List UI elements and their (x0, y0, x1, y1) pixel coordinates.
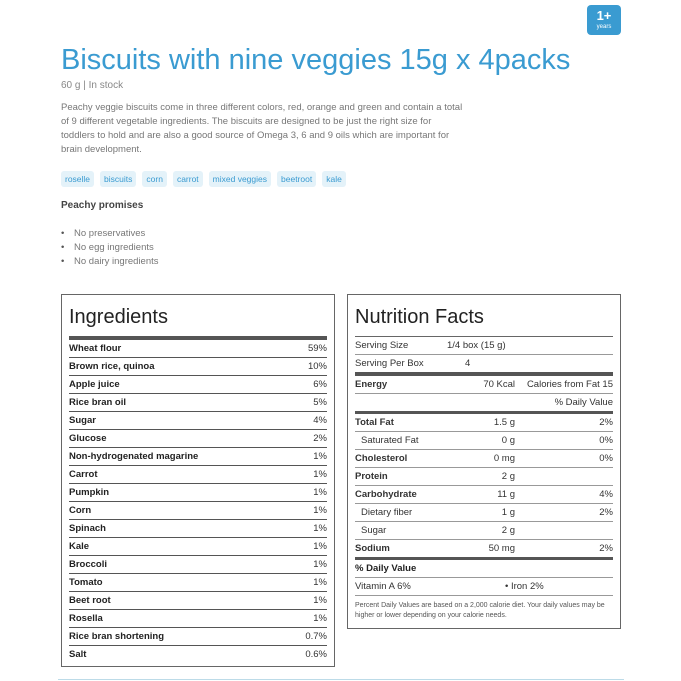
bottom-divider (58, 679, 624, 680)
nutrient-row (355, 504, 613, 522)
nutrient-name: Cholesterol (355, 453, 408, 464)
nutrient-amount: 11 g (497, 489, 515, 500)
ingredient-name: Beet root (69, 595, 111, 606)
promise-text: No dairy ingredients (74, 256, 159, 267)
ingredient-name: Wheat flour (69, 343, 122, 354)
product-title: Biscuits with nine veggies 15g x 4packs (61, 44, 571, 76)
nutrient-name: Sodium (355, 543, 390, 554)
nutrient-row (355, 432, 613, 450)
age-badge-unit: years (596, 24, 612, 30)
vitamin-a: Vitamin A 6% (355, 581, 411, 592)
ingredient-row (69, 448, 327, 466)
ingredient-name: Carrot (69, 469, 98, 480)
iron: • Iron 2% (505, 581, 544, 592)
ingredient-pct: 1% (313, 559, 327, 570)
ingredient-row (69, 340, 327, 358)
nutrient-amount: 2 g (501, 525, 515, 536)
ingredient-name: Glucose (69, 433, 107, 444)
ingredient-pct: 5% (313, 397, 327, 408)
ingredient-name: Sugar (69, 415, 96, 426)
nutrient-row (355, 468, 613, 486)
ingredient-row (69, 358, 327, 376)
ingredient-pct: 1% (313, 469, 327, 480)
ingredient-pct: 1% (313, 505, 327, 516)
ingredient-row (69, 412, 327, 430)
energy-label: Energy (355, 379, 388, 390)
product-meta: 60 g | In stock (61, 80, 124, 91)
tag-roselle[interactable]: roselle (61, 171, 94, 187)
ingredient-name: Salt (69, 649, 87, 660)
ingredient-pct: 1% (313, 613, 327, 624)
ingredient-name: Rice bran shortening (69, 631, 165, 642)
bullet-icon: • (61, 228, 65, 239)
ingredient-pct: 2% (313, 433, 327, 444)
ingredient-pct: 0.6% (305, 649, 327, 660)
nutrient-dv: 2% (599, 417, 613, 428)
energy-value: 70 Kcal (483, 379, 515, 390)
daily-value-section-title: % Daily Value (355, 560, 613, 578)
ingredient-name: Corn (69, 505, 92, 516)
ingredient-pct: 0.7% (305, 631, 327, 642)
promise-text: No egg ingredients (74, 242, 154, 253)
nutrient-name: Protein (355, 471, 388, 482)
list-item (61, 255, 159, 269)
tag-mixed-veggies[interactable]: mixed veggies (209, 171, 271, 187)
ingredient-row (69, 574, 327, 592)
ingredient-pct: 59% (307, 343, 327, 354)
nutrition-title: Nutrition Facts (355, 306, 484, 328)
tag-corn[interactable]: corn (142, 171, 167, 187)
ingredient-name: Non-hydrogenated magarine (69, 451, 199, 462)
ingredient-name: Apple juice (69, 379, 120, 390)
nutrient-name: Dietary fiber (361, 507, 413, 518)
ingredient-pct: 1% (313, 595, 327, 606)
tag-kale[interactable]: kale (322, 171, 346, 187)
nutrition-facts-panel (347, 294, 621, 629)
ingredient-pct: 4% (313, 415, 327, 426)
ingredient-row (69, 466, 327, 484)
nutrient-dv: 4% (599, 489, 613, 500)
ingredient-row (69, 646, 327, 663)
list-item (61, 227, 159, 241)
ingredient-row (69, 430, 327, 448)
tag-beetroot[interactable]: beetroot (277, 171, 316, 187)
nutrient-name: Sugar (361, 525, 387, 536)
nutrient-row (355, 414, 613, 432)
ingredient-row (69, 610, 327, 628)
nutrient-amount: 1 g (501, 507, 515, 518)
nutrient-name: Saturated Fat (361, 435, 419, 446)
promises-heading: Peachy promises (61, 200, 144, 211)
serving-per-box-label: Serving Per Box (355, 358, 424, 369)
nutrient-dv: 2% (599, 543, 613, 554)
nutrient-row (355, 486, 613, 504)
ingredient-pct: 1% (313, 523, 327, 534)
serving-per-box-value: 4 (465, 358, 471, 369)
nutrient-dv (515, 522, 613, 539)
ingredients-panel (61, 294, 335, 667)
serving-size-row (355, 337, 613, 355)
nutrient-dv: 0% (599, 453, 613, 464)
ingredient-row (69, 556, 327, 574)
nutrient-row (355, 450, 613, 468)
ingredient-name: Rice bran oil (69, 397, 127, 408)
ingredient-name: Tomato (69, 577, 103, 588)
ingredient-name: Broccoli (69, 559, 108, 570)
ingredient-pct: 10% (307, 361, 327, 372)
tag-carrot[interactable]: carrot (173, 171, 203, 187)
bullet-icon: • (61, 256, 65, 267)
ingredient-row (69, 520, 327, 538)
ingredient-name: Pumpkin (69, 487, 110, 498)
ingredient-row (69, 502, 327, 520)
vitamin-row (355, 578, 613, 596)
daily-value-header-row (355, 394, 613, 414)
ingredient-name: Rosella (69, 613, 103, 624)
promise-text: No preservatives (74, 228, 146, 239)
serving-per-box-row (355, 355, 613, 376)
ingredient-name: Brown rice, quinoa (69, 361, 155, 372)
energy-row (355, 376, 613, 394)
ingredient-row (69, 484, 327, 502)
product-description: Peachy veggie biscuits come in three different colors, red, orange and green and contain a total of 9 different vegetable ingredients. The biscuits are designed to be just the right size for toddlers to hold and are also a good source of Omega 3, 6 and 9 oils which are important for brain development. (61, 102, 463, 155)
ingredient-name: Spinach (69, 523, 106, 534)
calories-from-fat: Calories from Fat 15 (526, 379, 613, 390)
nutrition-footnote: Percent Daily Values are based on a 2,000 calorie diet. Your daily values may be higher or lower depending on your calorie needs. (355, 602, 605, 619)
ingredient-row (69, 376, 327, 394)
tag-biscuits[interactable]: biscuits (100, 171, 136, 187)
nutrient-dv (515, 468, 613, 485)
serving-size-label: Serving Size (355, 340, 409, 351)
daily-value-header: % Daily Value (554, 397, 613, 408)
age-badge-number: 1+ (596, 8, 612, 23)
nutrient-amount: 0 g (501, 435, 515, 446)
serving-size-value: 1/4 box (15 g) (447, 340, 506, 351)
list-item (61, 241, 159, 255)
ingredient-pct: 6% (313, 379, 327, 390)
nutrient-amount: 2 g (501, 471, 515, 482)
nutrient-dv: 0% (599, 435, 613, 446)
ingredients-title: Ingredients (69, 306, 168, 328)
ingredient-row (69, 592, 327, 610)
nutrient-name: Total Fat (355, 417, 394, 428)
tag-list (61, 171, 346, 187)
ingredient-pct: 1% (313, 451, 327, 462)
nutrient-row (355, 540, 613, 560)
ingredient-pct: 1% (313, 577, 327, 588)
nutrient-amount: 1.5 g (493, 417, 515, 428)
age-badge (587, 5, 621, 35)
nutrient-row (355, 522, 613, 540)
ingredient-row (69, 628, 327, 646)
nutrient-amount: 50 mg (488, 543, 515, 554)
nutrient-amount: 0 mg (493, 453, 515, 464)
ingredient-row (69, 394, 327, 412)
ingredient-pct: 1% (313, 487, 327, 498)
promises-list (61, 227, 159, 269)
nutrient-name: Carbohydrate (355, 489, 417, 500)
nutrient-dv: 2% (599, 507, 613, 518)
bullet-icon: • (61, 242, 65, 253)
ingredient-row (69, 538, 327, 556)
ingredient-name: Kale (69, 541, 90, 552)
ingredient-pct: 1% (313, 541, 327, 552)
